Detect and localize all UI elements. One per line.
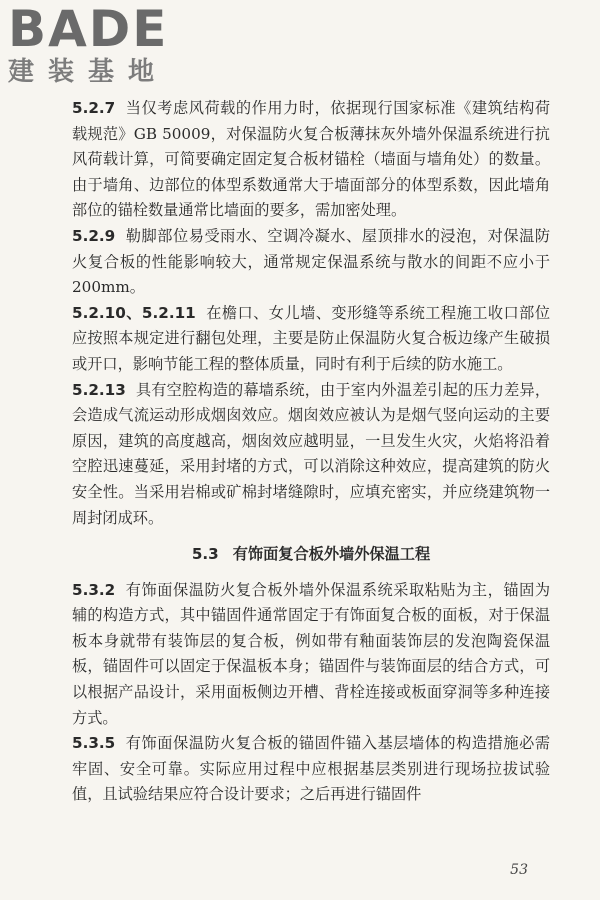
clause-5-2-10-11 [72, 301, 550, 378]
clause-text: 在檐口、女儿墙、变形缝等系统工程施工收口部位应按照本规定进行翻包处理，主要是防止保温防火复合板边缘产生破损或开口，影响节能工程的整体质量，同时有利于后续的防水施工。 [72, 303, 550, 373]
clause-text: 具有空腔构造的幕墙系统，由于室内外温差引起的压力差异，会造成气流运动形成烟囱效应。烟囱效应被认为是烟气竖向运动的主要原因，建筑的高度越高，烟囱效应越明显，一旦发生火灾，火焰将沿着空腔迅速蔓延，采用封堵的方式，可以消除这种效应，提高建筑的防火安全性。当采用岩棉或矿棉封堵缝隙时，应填充密实，并应绕建筑物一周封闭成环。 [72, 380, 550, 527]
clause-5-2-13 [72, 378, 550, 532]
clause-5-2-7 [72, 96, 550, 224]
clause-5-3-5 [72, 731, 550, 808]
clause-number: 5.3.5 [72, 734, 116, 753]
clause-text: 有饰面保温防火复合板外墙外保温系统采取粘贴为主，锚固为辅的构造方式，其中锚固件通常固定于有饰面复合板的面板，对于保温板本身就带有装饰层的复合板，例如带有釉面装饰层的发泡陶瓷保温板，锚固件可以固定于保温板本身；锚固件与装饰面层的结合方式，可以根据产品设计，采用面板侧边开槽、背栓连接或板面穿洞等多种连接方式。 [72, 580, 550, 727]
clause-number: 5.2.7 [72, 99, 116, 117]
page-number: 53 [510, 862, 528, 878]
clause-text: 有饰面保温防火复合板的锚固件锚入基层墙体的构造措施必需牢固、安全可靠。实际应用过程中应根据基层类别进行现场拉拔试验值，且试验结果应符合设计要求；之后再进行锚固件 [72, 734, 550, 804]
logo-latin-text: BADE [8, 0, 169, 58]
clause-number: 5.2.9 [72, 226, 116, 245]
clause-number: 5.3.2 [72, 580, 116, 599]
clause-text: 当仅考虑风荷载的作用力时，依据现行国家标准《建筑结构荷载规范》GB 50009，对保温防火复合板薄抹灰外墙外保温系统进行抗风荷载计算，可简要确定固定复合板材锚栓（墙面与墙角处）的数量。由于墙角、边部位的体型系数通常大于墙面部分的体型系数，因此墙角部位的锚栓数量通常比墙面的要多，需加密处理。 [72, 99, 550, 220]
logo-cjk-text: 建装基地 [8, 57, 169, 87]
section-title: 有饰面复合板外墙外保温工程 [232, 545, 431, 564]
clause-5-3-2 [72, 578, 550, 732]
clause-number: 5.2.13 [72, 380, 126, 399]
section-heading [72, 542, 550, 568]
document-body [72, 96, 550, 808]
section-number: 5.3 [191, 545, 219, 564]
brand-logo [8, 0, 178, 90]
clause-number: 5.2.10、5.2.11 [72, 303, 196, 322]
clause-5-2-9 [72, 224, 550, 301]
clause-text: 勒脚部位易受雨水、空调冷凝水、屋顶排水的浸泡，对保温防火复合板的性能影响较大，通常规定保温系统与散水的间距不应小于 200mm。 [72, 226, 550, 297]
